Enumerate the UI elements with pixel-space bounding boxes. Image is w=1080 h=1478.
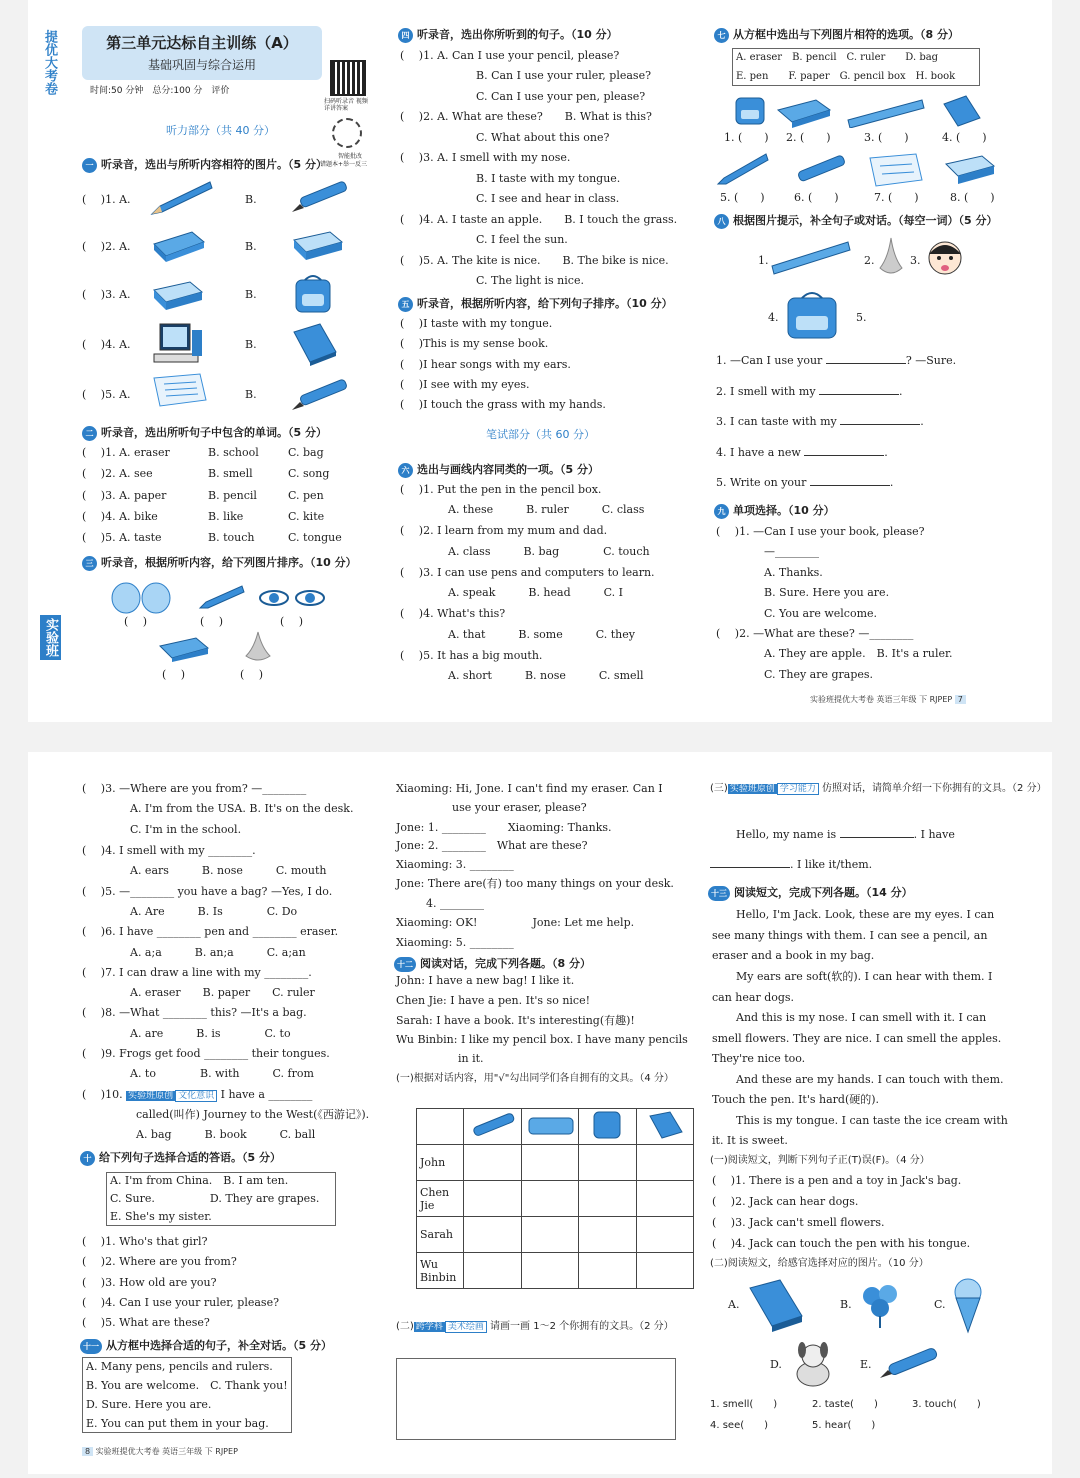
s1-row-2: ( )2. A. (82, 240, 131, 253)
pencil-box-icon (148, 228, 208, 264)
table-row (417, 1145, 694, 1181)
s7-label-1: 1. ( ) (724, 131, 769, 144)
p2-column-2 (394, 752, 694, 1474)
s8-pic-label-2: 2. (864, 254, 875, 267)
check-cell[interactable] (579, 1181, 636, 1217)
s2-row-1-a: ( )1. A. eraser (82, 446, 170, 459)
s3-paren-4: ( ) (162, 668, 186, 681)
s13-line: (三) 实验班原创 学习能力 仿照对话，请简单介绍一下你拥有的文具。（2 分） (710, 783, 1047, 794)
section-3-heading: 三 听录音，根据所听内容，给下列图片排序。（10 分） (82, 554, 357, 571)
q8-opts: A. are B. is C. to (130, 1027, 291, 1040)
qr2-sub: 错题本+举一反三 (320, 161, 368, 168)
section-6-heading: 六 选出与画线内容同类的一项。（5 分） (398, 461, 599, 478)
s4-line-8: C. I see and hear in class. (476, 192, 620, 205)
bag-icon (288, 272, 338, 316)
s5-row-1: ( )I taste with my tongue. (400, 317, 553, 330)
qr2-caption: 智能批改 (338, 153, 363, 160)
qr-code[interactable] (330, 60, 366, 96)
s2-row-4-a: ( )4. A. bike (82, 510, 158, 523)
listen-part-heading: 听力部分（共 40 分） (166, 124, 275, 137)
table-row (417, 1181, 694, 1217)
s6-line-3: ( )2. I learn from my mum and dad. (400, 524, 608, 537)
ruler-icon (844, 96, 928, 128)
s2-row-1-b: B. school (208, 446, 259, 459)
computer-icon (150, 320, 206, 370)
s2-row-1-c: C. bag (288, 446, 324, 459)
page-subtitle: 基础巩固与综合运用 (147, 58, 256, 72)
table-name-wu-binbin: Wu Binbin (417, 1253, 464, 1289)
bag-icon-2 (732, 92, 768, 128)
s7-box-line-2: E. pen F. paper G. pencil box H. book (736, 71, 956, 82)
q8-line: ( )8. —What ________ this? —It's a bag. (82, 1006, 307, 1019)
s2-row-4-b: B. like (208, 510, 244, 523)
passage-line-3: eraser and a book in my bag. (712, 949, 875, 962)
s12-q1: (一)根据对话内容，用"√"勾出同学们各自拥有的文具。（4 分） (396, 1073, 674, 1084)
s14-pic-label-e: E. (860, 1358, 872, 1371)
section-4-heading: 四 听录音，选出你所听到的句子。（10 分） (398, 26, 618, 43)
check-cell[interactable] (464, 1181, 521, 1217)
bag-icon-4 (582, 1110, 634, 1140)
nose-icon-2 (876, 236, 906, 280)
p1-column-3 (714, 0, 1014, 722)
s12-check-table (416, 1108, 694, 1289)
pencil-box-icon-3 (774, 96, 834, 128)
s4-line-6: ( )3. A. I smell with my nose. (400, 151, 571, 164)
s5-row-4: ( )I see with my eyes. (400, 378, 530, 391)
section-7-heading: 七 从方框中选出与下列图片相符的选项。（8 分） (714, 26, 959, 43)
table-name-chen-jie: Chen Jie (417, 1181, 464, 1217)
p1-column-1 (80, 0, 400, 722)
check-cell[interactable] (636, 1253, 693, 1289)
s2-row-3-b: B. pencil (208, 489, 257, 502)
s7-label-5: 5. ( ) (720, 191, 765, 204)
s8-row-1: 1. —Can I use your ? —Sure. (716, 354, 957, 367)
s4-line-12: C. The light is nice. (476, 274, 584, 287)
s4-line-7: B. I taste with my tongue. (476, 172, 621, 185)
s7-label-4: 4. ( ) (942, 131, 987, 144)
dialog-line-8: Xiaoming: OK! Jone: Let me help. (396, 916, 635, 929)
s2-row-5-a: ( )5. A. taste (82, 531, 162, 544)
pencil-box-icon-2 (156, 634, 212, 664)
passage-line-12: it. It is sweet. (712, 1134, 788, 1147)
eraser-icon-3 (942, 152, 1000, 188)
s10-row-1: ( )1. Who's that girl? (82, 1235, 208, 1248)
s10-row-2: ( )2. Where are you from? (82, 1255, 237, 1268)
dialog-line-7: 4. ________ (426, 897, 484, 910)
girl-tongue-icon (922, 234, 968, 282)
check-cell[interactable] (521, 1145, 578, 1181)
s5-row-2: ( )This is my sense book. (400, 337, 549, 350)
s2-row-4-c: C. kite (288, 510, 325, 523)
passage-line-8: They're nice too. (712, 1052, 806, 1065)
s12-line-3: Sarah: I have a book. It's interesting(有趣)! (396, 1014, 635, 1027)
paper-icon-2 (866, 152, 926, 188)
check-cell[interactable] (579, 1253, 636, 1289)
s10-row-5: ( )5. What are these? (82, 1316, 210, 1329)
pen-icon-4 (467, 1110, 519, 1140)
s4-line-1: ( )1. A. Can I use your pencil, please? (400, 49, 620, 62)
s4-line-2: B. Can I use your ruler, please? (476, 69, 651, 82)
s8-row-2: 2. I smell with my . (716, 385, 903, 398)
s6-line-9: ( )5. It has a big mouth. (400, 649, 543, 662)
s12-line-2: Chen Jie: I have a pen. It's so nice! (396, 994, 591, 1007)
table-row (417, 1253, 694, 1289)
qr-code-2[interactable] (332, 118, 362, 148)
passage-line-7: smell flowers. They are nice. I can smell the apples. (712, 1032, 1002, 1045)
hands-icon (106, 578, 176, 614)
s2-row-3-a: ( )3. A. paper (82, 489, 167, 502)
book-icon-3 (640, 1110, 692, 1140)
s6-line-5: ( )3. I can use pens and computers to learn. (400, 566, 655, 579)
s12-q2: (二) 跨学科 美术绘画 请画一画 1～2 个你拥有的文具。（2 分） (396, 1321, 674, 1332)
qr-caption: 扫码听录音 视频详讲答案 (324, 98, 368, 112)
q7-opts: A. eraser B. paper C. ruler (130, 986, 315, 999)
q3-opt-2: C. I'm in the school. (130, 823, 242, 836)
s4-line-5: C. What about this one? (476, 131, 610, 144)
s9-line-8: C. They are grapes. (764, 668, 874, 681)
s4-line-10: C. I feel the sun. (476, 233, 568, 246)
p2-column-3 (708, 752, 1047, 1474)
tf-row-4: ( )4. Jack can touch the pen with his tongue. (712, 1237, 971, 1250)
q10-line: ( )10. 实验班原创 文化意识 I have a ________ (82, 1088, 313, 1101)
s10-answer-box (106, 1172, 336, 1226)
s3-paren-3: ( ) (280, 615, 304, 628)
s2-row-5-c: C. tongue (288, 531, 342, 544)
drawing-area[interactable] (396, 1358, 676, 1440)
table-header-row (417, 1109, 694, 1145)
dialog-line-9: Xiaoming: 5. ________ (396, 936, 514, 949)
s1-b-5: B. (245, 388, 257, 401)
check-cell[interactable] (521, 1253, 578, 1289)
section-10-heading: 十 给下列句子选择合适的答语。（5 分） (80, 1149, 281, 1166)
s9-line-4: B. Sure. Here you are. (764, 586, 890, 599)
s6-line-2: A. these B. ruler C. class (448, 503, 645, 516)
s14-pic-label-c: C. (934, 1298, 946, 1311)
s14-ans-2: 2. taste( ) (812, 1399, 878, 1410)
q6-line: ( )6. I have ________ pen and ________ eraser. (82, 925, 339, 938)
s14-ans-1: 1. smell( ) (710, 1399, 778, 1410)
s8-row-4: 4. I have a new . (716, 446, 888, 459)
q6-opts: A. a;a B. an;a C. a;an (130, 946, 306, 959)
check-cell[interactable] (636, 1145, 693, 1181)
check-cell[interactable] (636, 1217, 693, 1253)
table-pen-cell (464, 1109, 521, 1145)
s6-line-6: A. speak B. head C. I (448, 586, 623, 599)
s10-box-3: E. She's my sister. (110, 1210, 212, 1223)
check-cell[interactable] (521, 1181, 578, 1217)
passage-line-5: can hear dogs. (712, 991, 795, 1004)
s3-paren-5: ( ) (240, 668, 264, 681)
tf-row-1: ( )1. There is a pen and a toy in Jack's bag. (712, 1174, 962, 1187)
s11-answer-box (82, 1357, 292, 1433)
section-9-heading: 九 单项选择。（10 分） (714, 502, 835, 519)
pencil-icon-3 (198, 584, 248, 612)
s7-label-7: 7. ( ) (874, 191, 919, 204)
dialog-line-6: Jone: There are(有) too many things on your desk. (396, 877, 674, 890)
section-8-heading: 八 根据图片提示，补全句子或对话。（每空一词）（5 分） (714, 212, 997, 229)
s12-line-5: in it. (458, 1052, 484, 1065)
q9-line: ( )9. Frogs get food ________ their tongues. (82, 1047, 330, 1060)
pencil-box-icon-4 (525, 1110, 577, 1140)
side-label-top: 提优大考卷 (42, 30, 57, 95)
s8-row-5: 5. Write on your . (716, 476, 894, 489)
s12-line-4: Wu Binbin: I like my pencil box. I have many pencils (396, 1033, 688, 1046)
s1-b-3: B. (245, 288, 257, 301)
ice-cream-icon (948, 1276, 988, 1334)
s2-row-3-c: C. pen (288, 489, 324, 502)
paper-icon (150, 372, 210, 408)
s1-row-1: ( )1. A. (82, 193, 131, 206)
s7-label-6: 6. ( ) (794, 191, 839, 204)
dog-icon (788, 1338, 838, 1390)
s8-pic-label-5: 5. (856, 311, 867, 324)
table-pencil-box-cell (521, 1109, 578, 1145)
s2-row-2-c: C. song (288, 467, 330, 480)
eyes-icon (258, 586, 328, 610)
s12-line-1: John: I have a new bag! I like it. (396, 974, 575, 987)
s7-label-2: 2. ( ) (786, 131, 831, 144)
table-row (417, 1217, 694, 1253)
s7-word-box (732, 48, 980, 86)
s6-line-10: A. short B. nose C. smell (448, 669, 644, 682)
dialog-line-1: Xiaoming: Hi, Jone. I can't find my eraser. Can I (396, 782, 663, 795)
q10-opts: A. bag B. book C. ball (136, 1128, 316, 1141)
nose-icon (240, 630, 276, 666)
s1-b-1: B. (245, 193, 257, 206)
table-book-cell (636, 1109, 693, 1145)
eraser-icon (290, 228, 346, 264)
passage-line-9: And these are my hands. I can touch with them. (736, 1073, 1004, 1086)
s1-row-4: ( )4. A. (82, 338, 131, 351)
s1-row-3: ( )3. A. (82, 288, 131, 301)
q7-line: ( )7. I can draw a line with my ________. (82, 966, 312, 979)
q5-line: ( )5. —________ you have a bag? —Yes, I do. (82, 885, 333, 898)
dialog-line-2: use your eraser, please? (452, 801, 587, 814)
s10-box-1: A. I'm from China. B. I am ten. (110, 1174, 289, 1187)
q10-line-2: called(叫作) Journey to the West(《西游记》). (136, 1108, 370, 1121)
s8-row-3: 3. I can taste with my . (716, 415, 924, 428)
pen-icon-5 (878, 1342, 944, 1382)
passage-line-11: This is my tongue. I can taste the ice cream with (736, 1114, 1008, 1127)
page-7-footer: 实验班提优大考卷 英语三年级 下 RJPEP 7 (810, 694, 966, 705)
book-icon-4 (744, 1276, 808, 1334)
s14-pic-label-d: D. (770, 1358, 782, 1371)
tf-row-2: ( )2. Jack can hear dogs. (712, 1195, 859, 1208)
s11-box-2: B. You are welcome. C. Thank you! (86, 1379, 288, 1392)
s6-line-4: A. class B. bag C. touch (448, 545, 650, 558)
flowers-icon (854, 1278, 906, 1330)
s2-row-2-a: ( )2. A. see (82, 467, 153, 480)
check-cell[interactable] (636, 1181, 693, 1217)
p1-column-2 (398, 0, 708, 722)
table-name-john: John (417, 1145, 464, 1181)
s4-line-9: ( )4. A. I taste an apple. B. I touch the grass. (400, 213, 678, 226)
section-1-heading: 一 听录音，选出与所听内容相符的图片。（5 分） (82, 156, 327, 173)
s11-box-1: A. Many pens, pencils and rulers. (86, 1360, 273, 1373)
s14-ans-5: 5. hear( ) (812, 1420, 876, 1431)
pencil-icon (148, 178, 214, 218)
s4-line-11: ( )5. A. The kite is nice. B. The bike is nice. (400, 254, 669, 267)
passage-line-6: And this is my nose. I can smell with it. I can (736, 1011, 987, 1024)
s3-paren-1: ( ) (124, 615, 148, 628)
s10-box-2: C. Sure. D. They are grapes. (110, 1192, 320, 1205)
s14-pic-label-a: A. (728, 1298, 740, 1311)
s4-line-3: C. Can I use your pen, please? (476, 90, 646, 103)
s9-line-6: ( )2. —What are these? —________ (716, 627, 914, 640)
check-cell[interactable] (464, 1217, 521, 1253)
p2-column-1 (80, 752, 380, 1474)
s9-line-3: A. Thanks. (764, 566, 823, 579)
ruler-icon-2 (768, 236, 854, 276)
s2-row-5-b: B. touch (208, 531, 255, 544)
s8-pic-label-4: 4. (768, 311, 779, 324)
s7-box-line-1: A. eraser B. pencil C. ruler D. bag (736, 52, 939, 63)
q4-line: ( )4. I smell with my ________. (82, 844, 256, 857)
q3-line: ( )3. —Where are you from? —________ (82, 782, 307, 795)
check-cell[interactable] (521, 1217, 578, 1253)
s10-row-3: ( )3. How old are you? (82, 1276, 217, 1289)
s5-row-5: ( )I touch the grass with my hands. (400, 398, 606, 411)
pencil-icon-4 (716, 152, 772, 188)
dialog-line-4: Jone: 2. ________ What are these? (396, 839, 588, 852)
passage-line-10: Touch the pen. It's hard(硬的). (712, 1093, 880, 1106)
q9-opts: A. to B. with C. from (130, 1067, 314, 1080)
s10-row-4: ( )4. Can I use your ruler, please? (82, 1296, 279, 1309)
table-corner (417, 1109, 464, 1145)
pen-icon-3 (788, 152, 852, 188)
check-cell[interactable] (579, 1145, 636, 1181)
s9-line-1: ( )1. —Can I use your book, please? (716, 525, 925, 538)
q5-opts: A. Are B. Is C. Do (130, 905, 298, 918)
q3-opt-1: A. I'm from the USA. B. It's on the desk. (130, 802, 354, 815)
s1-b-4: B. (245, 338, 257, 351)
s9-line-5: C. You are welcome. (764, 607, 878, 620)
s8-pic-label-3: 3. (910, 254, 921, 267)
section-13-heading: 十三 阅读短文，完成下列各题。（14 分） (708, 884, 913, 901)
dialog-line-5: Xiaoming: 3. ________ (396, 858, 514, 871)
s11-box-4: E. You can put them in your bag. (86, 1417, 269, 1430)
s1-row-5: ( )5. A. (82, 388, 131, 401)
s14-q1: (一)阅读短文，判断下列句子正(T)误(F)。（4 分） (710, 1155, 930, 1166)
write-part-heading: 笔试部分（共 60 分） (486, 428, 595, 441)
dialog-line-3: Jone: 1. ________ Xiaoming: Thanks. (396, 821, 612, 834)
s11-box-3: D. Sure. Here you are. (86, 1398, 212, 1411)
s13-fill-2: . I like it/them. (710, 858, 872, 872)
s14-pic-label-b: B. (840, 1298, 852, 1311)
s6-line-1: ( )1. Put the pen in the pencil box. (400, 483, 602, 496)
s2-row-2-b: B. smell (208, 467, 253, 480)
s5-row-3: ( )I hear songs with my ears. (400, 358, 571, 371)
meta-line: 时间:50 分钟 总分:100 分 评价 (90, 86, 230, 96)
check-cell[interactable] (464, 1253, 521, 1289)
q4-opts: A. ears B. nose C. mouth (130, 864, 327, 877)
section-2-heading: 二 听录音，选出所听句子中包含的单词。（5 分） (82, 424, 327, 441)
s6-line-8: A. that B. some C. they (448, 628, 635, 641)
section-12-heading: 十二 阅读对话，完成下列各题。（8 分） (394, 955, 591, 972)
s6-line-7: ( )4. What's this? (400, 607, 506, 620)
table-name-sarah: Sarah (417, 1217, 464, 1253)
page-title: 第三单元达标自主训练（A） (106, 34, 298, 52)
page-8-footer: 8 实验班提优大考卷 英语三年级 下 RJPEP (82, 1446, 238, 1457)
s7-label-8: 8. ( ) (950, 191, 995, 204)
eraser-icon-2 (150, 278, 206, 312)
pen-icon-2 (290, 378, 354, 412)
s8-pic-label-1: 1. (758, 254, 769, 267)
pen-icon (290, 180, 354, 214)
s14-ans-3: 3. touch( ) (912, 1399, 981, 1410)
passage-line-2: see many things with them. I can see a pencil, an (712, 929, 988, 942)
passage-line-1: Hello, I'm Jack. Look, these are my eyes. I can (736, 908, 995, 921)
s4-line-4: ( )2. A. What are these? B. What is this? (400, 110, 652, 123)
tf-row-3: ( )3. Jack can't smell flowers. (712, 1216, 885, 1229)
s13-fill-1: Hello, my name is . I have (736, 828, 955, 841)
title-banner (82, 26, 322, 80)
s1-b-2: B. (245, 240, 257, 253)
check-cell[interactable] (579, 1217, 636, 1253)
s3-paren-2: ( ) (200, 615, 224, 628)
page-7 (28, 0, 1052, 722)
side-label-bottom: 实验班 (40, 615, 61, 660)
bag-icon-3 (780, 290, 844, 342)
section-11-heading: 十一 从方框中选择合适的句子，补全对话。（5 分） (80, 1337, 332, 1354)
s14-ans-4: 4. see( ) (710, 1420, 769, 1431)
s7-label-3: 3. ( ) (864, 131, 909, 144)
s9-line-7: A. They are apple. B. It's a ruler. (764, 647, 953, 660)
s9-line-2: —________ (764, 545, 819, 558)
passage-line-4: My ears are soft(软的). I can hear with them. I (736, 970, 993, 983)
check-cell[interactable] (464, 1145, 521, 1181)
book-icon (290, 320, 340, 368)
table-bag-cell (579, 1109, 636, 1145)
book-icon-2 (940, 94, 984, 130)
s14-q2: (二)阅读短文，给感官选择对应的图片。（10 分） (710, 1258, 929, 1269)
section-5-heading: 五 听录音，根据所听内容，给下列句子排序。（10 分） (398, 295, 673, 312)
page-8 (28, 752, 1052, 1474)
